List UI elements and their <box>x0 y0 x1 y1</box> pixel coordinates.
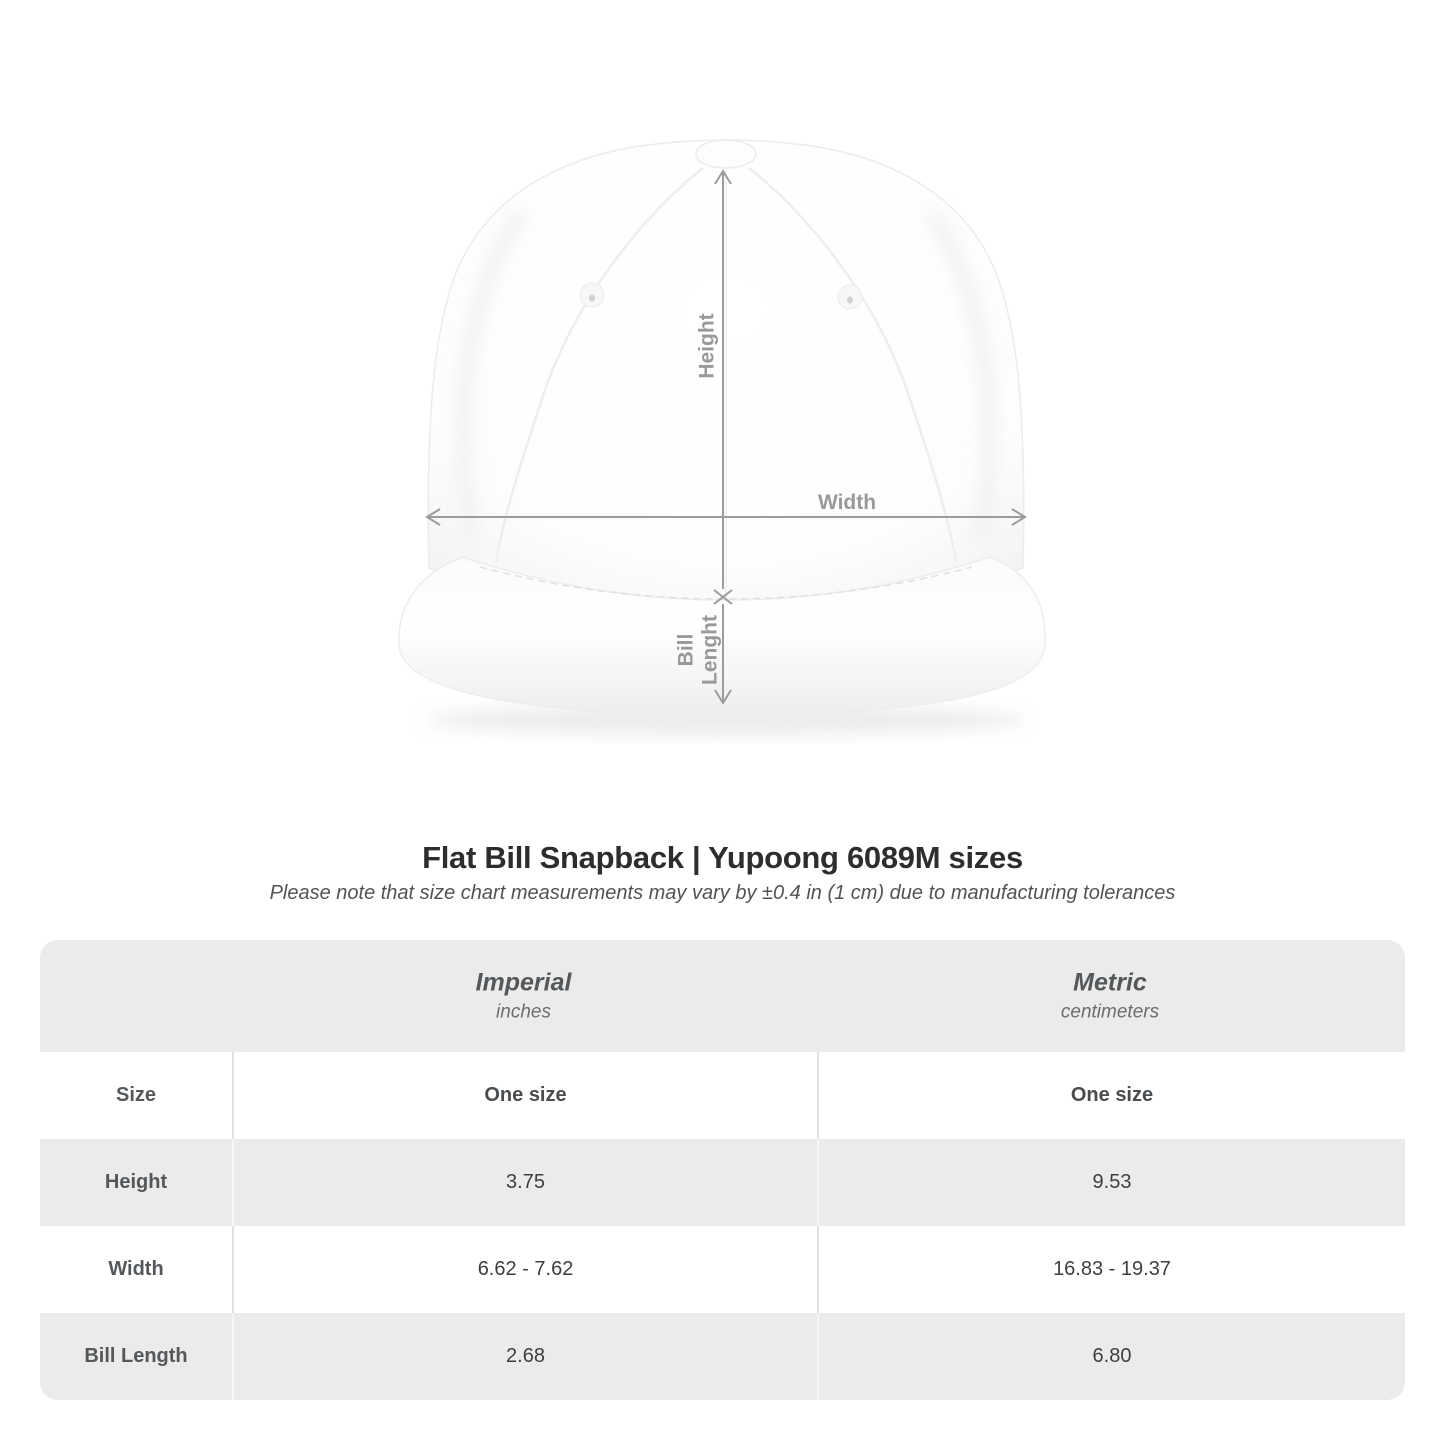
table-row-size <box>40 1052 1405 1139</box>
row-label: Width <box>108 1258 164 1280</box>
metric-column-header <box>815 969 1405 1024</box>
metric-value: 9.53 <box>817 1139 1405 1226</box>
imperial-value: 6.62 - 7.62 <box>232 1226 817 1313</box>
left-eyelet <box>580 283 604 307</box>
width-label: Width <box>817 491 877 514</box>
row-label: Bill Length <box>84 1345 188 1367</box>
imperial-value: 3.75 <box>232 1139 817 1226</box>
imperial-unit: inches <box>496 1001 551 1023</box>
imperial-label: Imperial <box>475 968 572 997</box>
table-row-bill-length <box>40 1313 1405 1400</box>
imperial-value: One size <box>232 1052 817 1139</box>
metric-value: 16.83 - 19.37 <box>817 1226 1405 1313</box>
bill-length-label-line1: Bill <box>674 633 698 667</box>
table-header <box>40 940 1405 1052</box>
crown-button <box>696 140 756 168</box>
metric-label: Metric <box>1073 968 1147 997</box>
imperial-value: 2.68 <box>232 1313 817 1400</box>
metric-value: One size <box>817 1052 1405 1139</box>
metric-value: 6.80 <box>817 1313 1405 1400</box>
height-label: Height <box>695 313 719 379</box>
row-label: Height <box>104 1171 168 1193</box>
table-row-height <box>40 1139 1405 1226</box>
row-label: Size <box>115 1084 157 1106</box>
metric-unit: centimeters <box>1060 1001 1160 1023</box>
page-title: Flat Bill Snapback | Yupoong 6089M sizes <box>422 840 1023 875</box>
hat-crown <box>428 140 1023 612</box>
table-row-width <box>40 1226 1405 1313</box>
size-chart-table <box>40 940 1405 1400</box>
bill-length-label-line2: Lenght <box>698 615 722 685</box>
imperial-column-header <box>232 969 815 1024</box>
right-eyelet <box>838 285 862 309</box>
page-subtitle: Please note that size chart measurements may vary by ±0.4 in (1 cm) due to manufacturing tolerances <box>269 882 1176 904</box>
